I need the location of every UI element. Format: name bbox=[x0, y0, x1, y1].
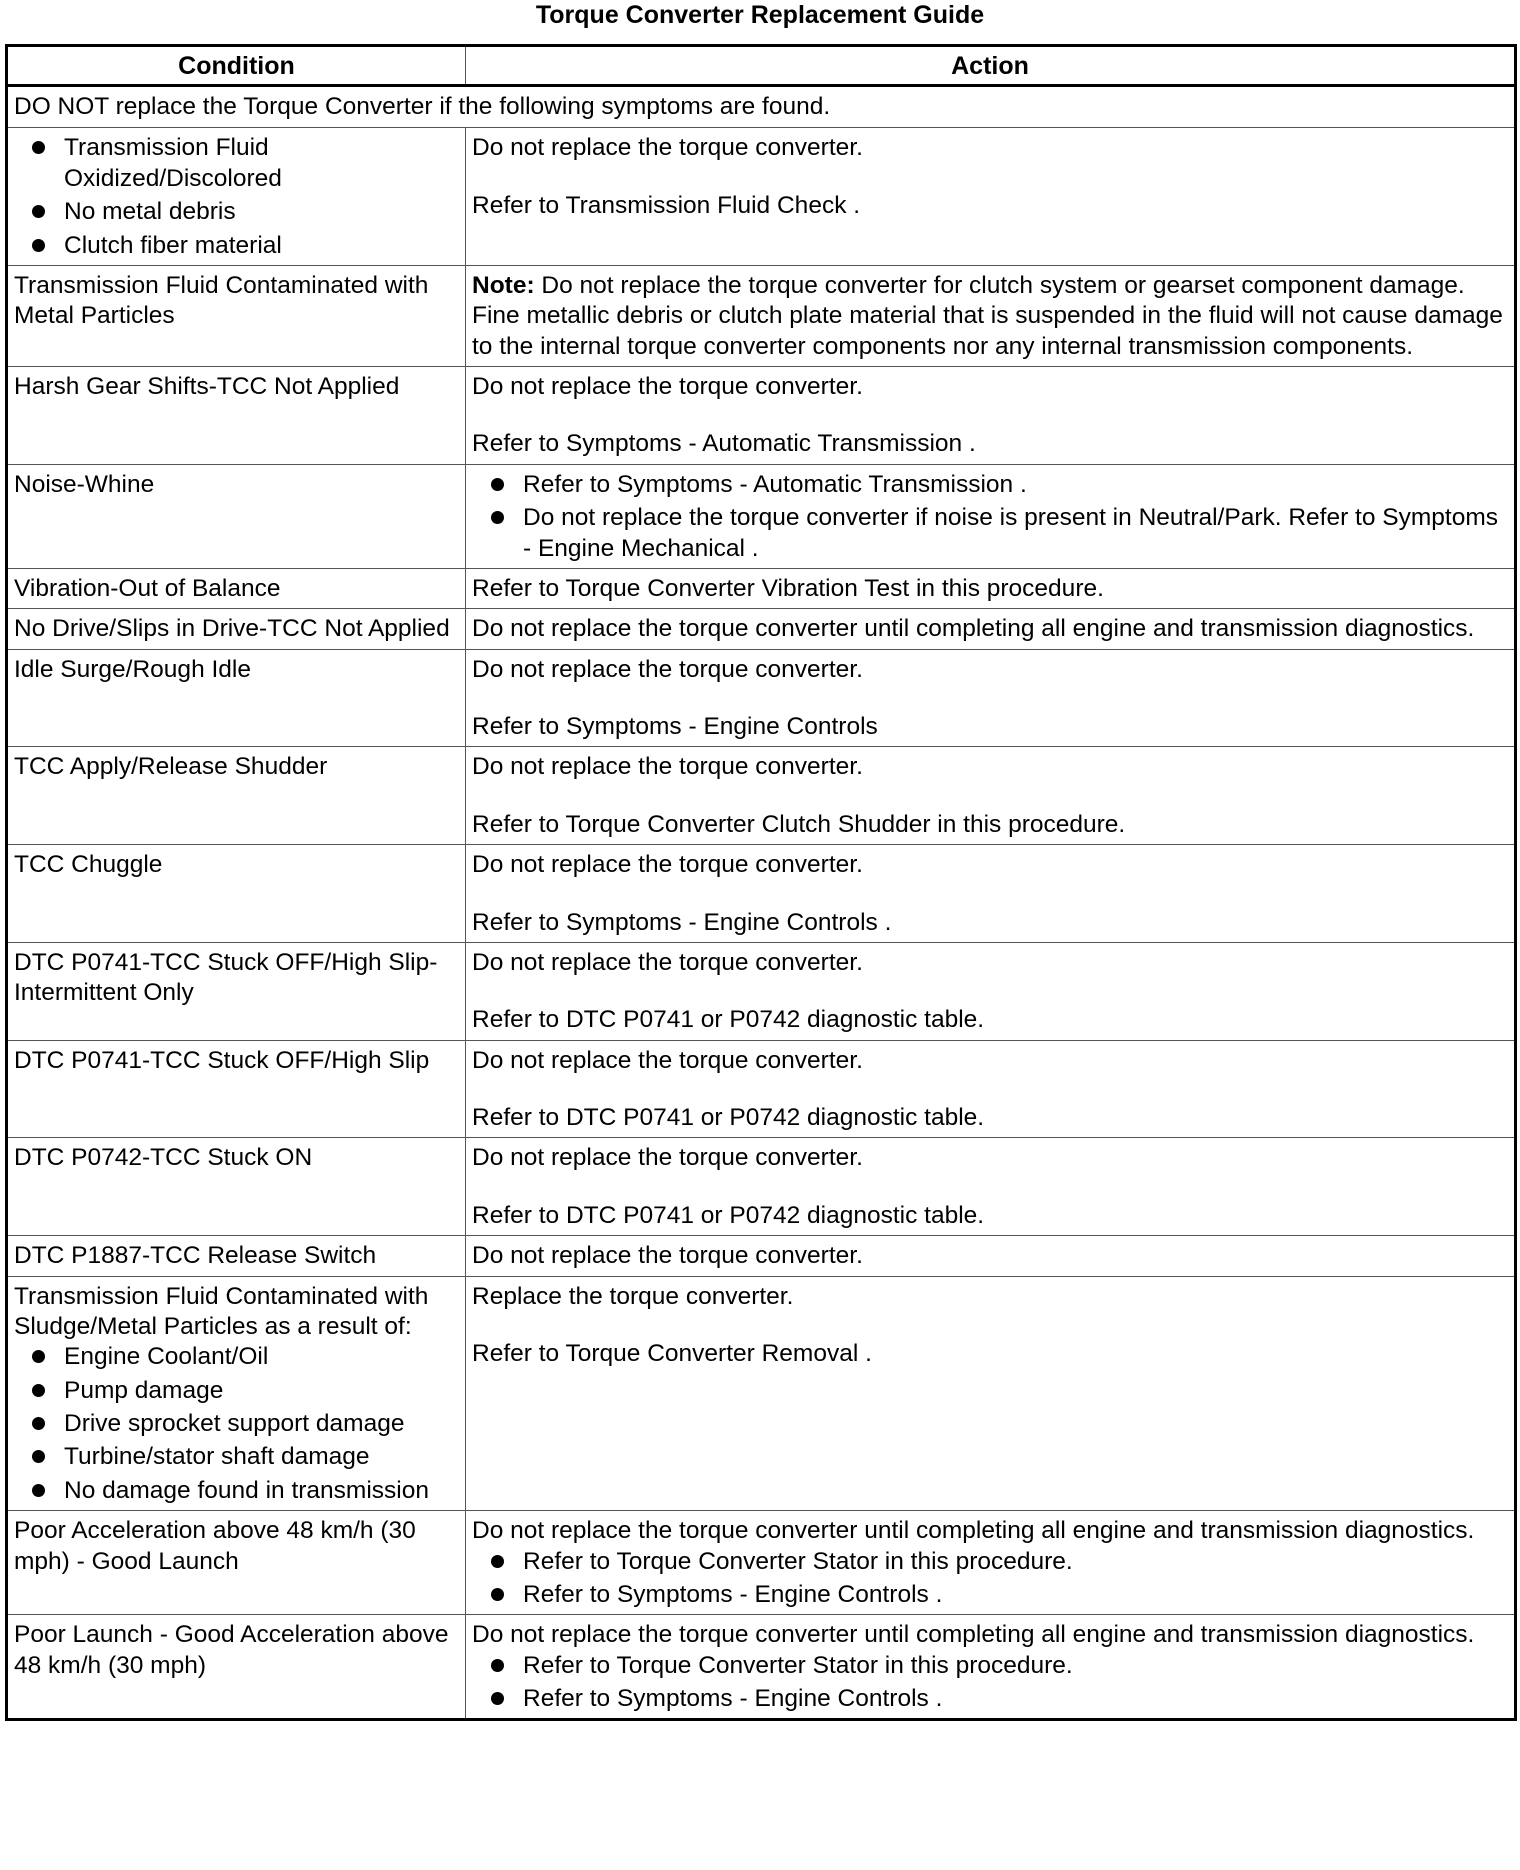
header-row bbox=[7, 46, 1516, 86]
condition-text: TCC Apply/Release Shudder bbox=[14, 753, 328, 781]
condition-text: Poor Acceleration above 48 km/h (30 mph) - Good Launch bbox=[14, 1517, 416, 1575]
action-text: Do not replace the torque converter until completing all engine and transmission diagnostics. bbox=[472, 1621, 1475, 1649]
table-row bbox=[7, 1615, 1516, 1720]
table-row bbox=[7, 1276, 1516, 1511]
condition-cell bbox=[7, 1040, 466, 1138]
condition-text: Poor Launch - Good Acceleration above 48 km/h (30 mph) bbox=[14, 1621, 449, 1679]
action-text: Do not replace the torque converter. bbox=[472, 134, 863, 162]
action-cell bbox=[466, 265, 1516, 366]
list-item bbox=[472, 1580, 1508, 1610]
bullet-icon bbox=[491, 1588, 504, 1601]
list-item bbox=[472, 503, 1508, 564]
action-text: Refer to Torque Converter Vibration Test in this procedure. bbox=[472, 574, 1104, 602]
action-text: Do not replace the torque converter. bbox=[472, 1046, 863, 1074]
action-header: Action bbox=[466, 46, 1516, 86]
condition-text: Idle Surge/Rough Idle bbox=[14, 655, 251, 683]
table-row bbox=[7, 942, 1516, 1040]
list-item-text: Refer to Torque Converter Stator in this procedure. bbox=[523, 1651, 1073, 1679]
bullet-icon bbox=[32, 1384, 45, 1397]
action-cell bbox=[466, 747, 1516, 845]
bullet-icon bbox=[491, 478, 504, 491]
condition-text: Transmission Fluid Contaminated with Sludge/Metal Particles as a result of: bbox=[14, 1282, 429, 1340]
bullet-icon bbox=[32, 1417, 45, 1430]
condition-text: DTC P1887-TCC Release Switch bbox=[14, 1242, 377, 1270]
condition-cell bbox=[7, 1276, 466, 1511]
action-text: Refer to DTC P0741 or P0742 diagnostic table. bbox=[472, 1104, 985, 1131]
action-cell bbox=[466, 1236, 1516, 1276]
intro-row bbox=[7, 86, 1516, 128]
condition-text: Harsh Gear Shifts-TCC Not Applied bbox=[14, 373, 400, 400]
action-cell bbox=[466, 1040, 1516, 1138]
action-text: Refer to DTC P0741 or P0742 diagnostic table. bbox=[472, 1006, 985, 1034]
action-cell bbox=[466, 128, 1516, 266]
action-cell bbox=[466, 845, 1516, 943]
condition-cell bbox=[7, 1236, 466, 1276]
list-item-text: Refer to Symptoms - Automatic Transmission . bbox=[523, 470, 1027, 498]
condition-header: Condition bbox=[7, 46, 466, 86]
table-row bbox=[7, 1138, 1516, 1236]
table-row bbox=[7, 367, 1516, 465]
condition-cell bbox=[7, 367, 466, 465]
condition-cell bbox=[7, 464, 466, 568]
action-text: Refer to Transmission Fluid Check . bbox=[472, 191, 861, 219]
action-cell bbox=[466, 1511, 1516, 1615]
list-item bbox=[14, 1342, 459, 1372]
list-item bbox=[472, 1651, 1508, 1681]
list-item-text: Clutch fiber material bbox=[64, 231, 282, 259]
note-paragraph bbox=[472, 271, 1508, 362]
list-item bbox=[14, 1409, 459, 1439]
condition-cell bbox=[7, 1615, 466, 1720]
condition-cell bbox=[7, 568, 466, 608]
bullet-icon bbox=[32, 141, 45, 154]
action-bullet-list bbox=[472, 1547, 1508, 1611]
list-item bbox=[472, 1547, 1508, 1577]
bullet-icon bbox=[32, 205, 45, 218]
page-title: Torque Converter Replacement Guide bbox=[535, 1, 985, 29]
condition-text: DTC P0742-TCC Stuck ON bbox=[14, 1144, 313, 1172]
action-cell bbox=[466, 1138, 1516, 1236]
action-text: Refer to Torque Converter Clutch Shudder in this procedure. bbox=[472, 810, 1126, 838]
bullet-icon bbox=[491, 511, 504, 524]
condition-bullet-list bbox=[14, 133, 459, 261]
action-bullet-list bbox=[472, 470, 1508, 564]
table-row bbox=[7, 845, 1516, 943]
table-row bbox=[7, 568, 1516, 608]
condition-cell bbox=[7, 942, 466, 1040]
note-text: Do not replace the torque converter for clutch system or gearset component damage. Fine metallic debris or clutch plate material that is suspended in the fluid will not cause damage to the internal torque converter components nor any internal transmission components. bbox=[472, 271, 1503, 360]
replacement-guide-table bbox=[5, 44, 1517, 1721]
bullet-icon bbox=[32, 239, 45, 252]
action-text: Do not replace the torque converter. bbox=[472, 655, 863, 683]
list-item bbox=[14, 231, 459, 261]
action-text: Refer to Torque Converter Removal . bbox=[472, 1339, 872, 1367]
bullet-icon bbox=[491, 1692, 504, 1705]
action-text: Replace the torque converter. bbox=[472, 1282, 794, 1310]
bullet-icon bbox=[32, 1450, 45, 1463]
list-item-text: Do not replace the torque converter if noise is present in Neutral/Park. Refer to Symptoms - Engine Mechanical . bbox=[523, 504, 1499, 562]
bullet-icon bbox=[32, 1350, 45, 1363]
list-item bbox=[14, 1442, 459, 1472]
condition-cell bbox=[7, 609, 466, 649]
condition-bullet-list bbox=[14, 1342, 459, 1506]
action-text: Refer to Symptoms - Engine Controls bbox=[472, 713, 878, 740]
action-cell bbox=[466, 464, 1516, 568]
action-text: Do not replace the torque converter. bbox=[472, 373, 863, 400]
list-item bbox=[14, 197, 459, 227]
condition-text: Noise-Whine bbox=[14, 470, 155, 498]
action-text: Do not replace the torque converter. bbox=[472, 851, 863, 879]
condition-text: Transmission Fluid Contaminated with Metal Particles bbox=[14, 271, 429, 330]
action-cell bbox=[466, 609, 1516, 649]
action-text: Do not replace the torque converter until completing all engine and transmission diagnostics. bbox=[472, 1517, 1475, 1545]
condition-cell bbox=[7, 1511, 466, 1615]
table-row bbox=[7, 128, 1516, 266]
condition-cell bbox=[7, 128, 466, 266]
list-item-text: Engine Coolant/Oil bbox=[64, 1343, 269, 1371]
action-cell bbox=[466, 649, 1516, 747]
list-item-text: Transmission Fluid Oxidized/Discolored bbox=[64, 134, 282, 192]
action-cell bbox=[466, 568, 1516, 608]
table-row bbox=[7, 265, 1516, 366]
note-label: Note: bbox=[472, 271, 535, 299]
bullet-icon bbox=[32, 1484, 45, 1497]
condition-text: No Drive/Slips in Drive-TCC Not Applied bbox=[14, 615, 450, 643]
table-body bbox=[7, 86, 1516, 1720]
action-text: Do not replace the torque converter. bbox=[472, 753, 863, 781]
action-text: Refer to Symptoms - Automatic Transmission . bbox=[472, 430, 976, 458]
action-text: Do not replace the torque converter. bbox=[472, 948, 863, 976]
condition-cell bbox=[7, 845, 466, 943]
list-item-text: No damage found in transmission bbox=[64, 1476, 429, 1504]
list-item-text: Refer to Symptoms - Engine Controls . bbox=[523, 1685, 943, 1712]
list-item-text: Drive sprocket support damage bbox=[64, 1410, 405, 1437]
condition-text: DTC P0741-TCC Stuck OFF/High Slip bbox=[14, 1046, 430, 1074]
list-item-text: Pump damage bbox=[64, 1376, 224, 1404]
table-row bbox=[7, 1040, 1516, 1138]
list-item bbox=[472, 470, 1508, 500]
list-item-text: Refer to Symptoms - Engine Controls . bbox=[523, 1580, 943, 1608]
action-cell bbox=[466, 942, 1516, 1040]
condition-text: TCC Chuggle bbox=[14, 851, 163, 879]
action-text: Refer to DTC P0741 or P0742 diagnostic table. bbox=[472, 1201, 985, 1229]
condition-cell bbox=[7, 747, 466, 845]
bullet-icon bbox=[491, 1555, 504, 1568]
list-item bbox=[14, 1376, 459, 1406]
list-item-text: No metal debris bbox=[64, 198, 236, 226]
action-cell bbox=[466, 1276, 1516, 1511]
intro-text: DO NOT replace the Torque Converter if the following symptoms are found. bbox=[7, 86, 1516, 128]
list-item bbox=[14, 1476, 459, 1506]
action-cell bbox=[466, 367, 1516, 465]
action-text: Do not replace the torque converter until completing all engine and transmission diagnostics. bbox=[472, 615, 1475, 643]
action-bullet-list bbox=[472, 1651, 1508, 1715]
bullet-icon bbox=[491, 1659, 504, 1672]
table-row bbox=[7, 1511, 1516, 1615]
action-text: Do not replace the torque converter. bbox=[472, 1144, 863, 1172]
condition-cell bbox=[7, 265, 466, 366]
condition-text: Vibration-Out of Balance bbox=[14, 574, 281, 602]
condition-cell bbox=[7, 649, 466, 747]
action-cell bbox=[466, 1615, 1516, 1720]
list-item bbox=[14, 133, 459, 194]
list-item-text: Refer to Torque Converter Stator in this procedure. bbox=[523, 1547, 1073, 1575]
table-row bbox=[7, 649, 1516, 747]
condition-cell bbox=[7, 1138, 466, 1236]
list-item-text: Turbine/stator shaft damage bbox=[64, 1443, 370, 1471]
table-row bbox=[7, 609, 1516, 649]
table-row bbox=[7, 747, 1516, 845]
table-row bbox=[7, 1236, 1516, 1276]
condition-text: DTC P0741-TCC Stuck OFF/High Slip-Intermittent Only bbox=[14, 948, 438, 1007]
action-text: Do not replace the torque converter. bbox=[472, 1242, 863, 1270]
table-row bbox=[7, 464, 1516, 568]
list-item bbox=[472, 1684, 1508, 1714]
action-text: Refer to Symptoms - Engine Controls . bbox=[472, 908, 892, 936]
